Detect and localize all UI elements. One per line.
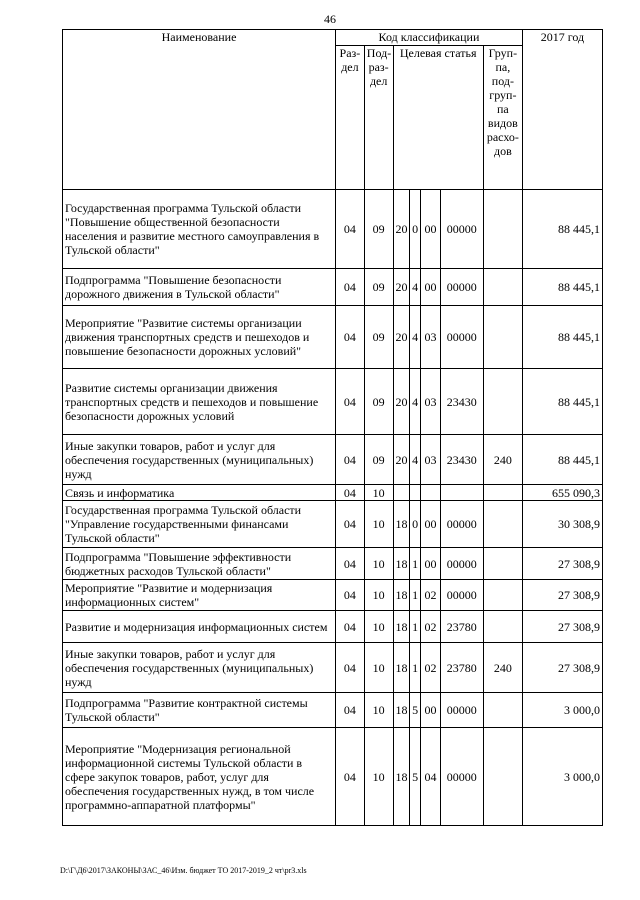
row-target-direction: 23430: [440, 369, 483, 435]
row-target-subprogram: 4: [409, 435, 420, 485]
row-name: Иные закупки товаров, работ и услуг для обеспечения государственных (муниципальных) нужд: [63, 643, 336, 693]
row-amount: 27 308,9: [522, 611, 602, 643]
row-subsection: 10: [364, 501, 393, 548]
row-target-subprogram: 4: [409, 306, 420, 369]
row-target-program: 18: [393, 611, 409, 643]
row-target-direction: [440, 485, 483, 501]
row-amount: 655 090,3: [522, 485, 602, 501]
row-expense-type: [483, 485, 522, 501]
row-target-subprogram: 1: [409, 643, 420, 693]
header-classification: Код классификации: [336, 30, 523, 46]
table-row: [63, 485, 603, 501]
row-target-event: 00: [421, 269, 441, 306]
table-row: [63, 611, 603, 643]
row-subsection: 09: [364, 369, 393, 435]
row-subsection: 09: [364, 190, 393, 269]
table-row: [63, 548, 603, 580]
row-target-subprogram: 5: [409, 728, 420, 826]
budget-table: [62, 29, 603, 826]
row-amount: 88 445,1: [522, 435, 602, 485]
row-target-event: 00: [421, 548, 441, 580]
row-target-subprogram: 1: [409, 548, 420, 580]
header-year: 2017 год: [522, 30, 602, 190]
row-target-direction: 00000: [440, 306, 483, 369]
row-expense-type: 240: [483, 643, 522, 693]
row-section: 04: [336, 548, 365, 580]
row-section: 04: [336, 190, 365, 269]
row-expense-type: [483, 693, 522, 728]
row-amount: 30 308,9: [522, 501, 602, 548]
row-amount: 3 000,0: [522, 728, 602, 826]
row-name: Мероприятие "Модернизация региональной информационной системы Тульской области в сфере закупок товаров, работ, услуг для обеспечения государственных нужд, в том числе программно-аппаратной платформы": [63, 728, 336, 826]
row-target-program: [393, 485, 409, 501]
row-target-event: 02: [421, 611, 441, 643]
row-section: 04: [336, 580, 365, 611]
row-amount: 3 000,0: [522, 693, 602, 728]
table-row: [63, 435, 603, 485]
row-subsection: 10: [364, 548, 393, 580]
table-row: [63, 369, 603, 435]
table-row: [63, 269, 603, 306]
row-expense-type: [483, 580, 522, 611]
row-section: 04: [336, 693, 365, 728]
row-expense-type: [483, 728, 522, 826]
row-name: Государственная программа Тульской области "Управление государственными финансами Тульской области": [63, 501, 336, 548]
row-target-direction: 00000: [440, 548, 483, 580]
table-row: [63, 643, 603, 693]
row-expense-type: [483, 611, 522, 643]
header-name: Наименование: [63, 30, 336, 190]
row-subsection: 10: [364, 643, 393, 693]
row-target-event: 03: [421, 435, 441, 485]
table-row: [63, 190, 603, 269]
row-subsection: 09: [364, 269, 393, 306]
table-row: [63, 580, 603, 611]
row-subsection: 09: [364, 435, 393, 485]
row-expense-type: [483, 369, 522, 435]
row-target-program: 20: [393, 306, 409, 369]
table-row: [63, 693, 603, 728]
row-target-direction: 00000: [440, 728, 483, 826]
row-target-program: 18: [393, 548, 409, 580]
row-target-event: 02: [421, 580, 441, 611]
row-amount: 88 445,1: [522, 269, 602, 306]
row-name: Развитие системы организации движения транспортных средств и пешеходов и повышение безопасности дорожных условий: [63, 369, 336, 435]
row-expense-type: [483, 190, 522, 269]
row-target-direction: 00000: [440, 580, 483, 611]
row-amount: 27 308,9: [522, 580, 602, 611]
row-target-event: 02: [421, 643, 441, 693]
row-name: Подпрограмма "Повышение безопасности дорожного движения в Тульской области": [63, 269, 336, 306]
row-target-subprogram: 4: [409, 369, 420, 435]
header-section: Раз- дел: [336, 46, 365, 190]
row-target-program: 18: [393, 580, 409, 611]
row-subsection: 10: [364, 580, 393, 611]
row-section: 04: [336, 643, 365, 693]
page-number: 46: [324, 12, 336, 26]
row-section: 04: [336, 269, 365, 306]
row-target-program: 18: [393, 501, 409, 548]
row-amount: 88 445,1: [522, 306, 602, 369]
row-target-direction: 23780: [440, 611, 483, 643]
row-section: 04: [336, 485, 365, 501]
row-target-event: 00: [421, 693, 441, 728]
row-name: Подпрограмма "Развитие контрактной системы Тульской области": [63, 693, 336, 728]
row-section: 04: [336, 728, 365, 826]
row-target-direction: 00000: [440, 693, 483, 728]
row-name: Развитие и модернизация информационных систем: [63, 611, 336, 643]
row-target-subprogram: 5: [409, 693, 420, 728]
header-target-article: Целевая статья: [393, 46, 483, 190]
row-target-event: 03: [421, 369, 441, 435]
row-target-event: 00: [421, 501, 441, 548]
row-subsection: 10: [364, 693, 393, 728]
row-amount: 27 308,9: [522, 548, 602, 580]
table-row: [63, 306, 603, 369]
row-expense-type: [483, 306, 522, 369]
row-target-direction: 00000: [440, 501, 483, 548]
row-name: Связь и информатика: [63, 485, 336, 501]
row-subsection: 10: [364, 485, 393, 501]
row-expense-type: [483, 548, 522, 580]
row-target-event: 04: [421, 728, 441, 826]
row-target-subprogram: [409, 485, 420, 501]
row-target-subprogram: 4: [409, 269, 420, 306]
row-expense-type: [483, 269, 522, 306]
row-target-program: 20: [393, 435, 409, 485]
file-path-footer: D:\Г\Д6\2017\ЗАКОНЫ\ЗАС_46\Изм. бюджет ТО 2017-2019_2 чт\pr3.xls: [60, 866, 307, 875]
row-subsection: 10: [364, 728, 393, 826]
row-name: Иные закупки товаров, работ и услуг для обеспечения государственных (муниципальных) нужд: [63, 435, 336, 485]
row-target-direction: 00000: [440, 269, 483, 306]
row-amount: 27 308,9: [522, 643, 602, 693]
row-target-direction: 00000: [440, 190, 483, 269]
table-row: [63, 501, 603, 548]
table-row: [63, 728, 603, 826]
row-target-direction: 23430: [440, 435, 483, 485]
row-subsection: 09: [364, 306, 393, 369]
row-target-subprogram: 0: [409, 190, 420, 269]
row-target-event: 00: [421, 190, 441, 269]
row-target-program: 18: [393, 693, 409, 728]
row-name: Государственная программа Тульской области "Повышение общественной безопасности населения и развитие местного самоуправления в Тульской области": [63, 190, 336, 269]
row-target-program: 20: [393, 269, 409, 306]
row-name: Мероприятие "Развитие системы организации движения транспортных средств и пешеходов и повышение безопасности дорожных условий": [63, 306, 336, 369]
row-section: 04: [336, 501, 365, 548]
row-target-direction: 23780: [440, 643, 483, 693]
row-section: 04: [336, 611, 365, 643]
row-target-subprogram: 0: [409, 501, 420, 548]
row-target-program: 20: [393, 369, 409, 435]
row-target-subprogram: 1: [409, 580, 420, 611]
row-target-program: 18: [393, 728, 409, 826]
row-subsection: 10: [364, 611, 393, 643]
row-target-event: 03: [421, 306, 441, 369]
row-target-event: [421, 485, 441, 501]
row-target-subprogram: 1: [409, 611, 420, 643]
row-section: 04: [336, 306, 365, 369]
row-amount: 88 445,1: [522, 190, 602, 269]
row-section: 04: [336, 369, 365, 435]
row-section: 04: [336, 435, 365, 485]
row-expense-type: 240: [483, 435, 522, 485]
row-target-program: 18: [393, 643, 409, 693]
row-target-program: 20: [393, 190, 409, 269]
header-subsection: Под- раз- дел: [364, 46, 393, 190]
row-amount: 88 445,1: [522, 369, 602, 435]
row-expense-type: [483, 501, 522, 548]
row-name: Мероприятие "Развитие и модернизация информационных систем": [63, 580, 336, 611]
row-name: Подпрограмма "Повышение эффективности бюджетных расходов Тульской области": [63, 548, 336, 580]
header-expense-group: Груп- па, под- груп- па видов расхо- дов: [483, 46, 522, 190]
